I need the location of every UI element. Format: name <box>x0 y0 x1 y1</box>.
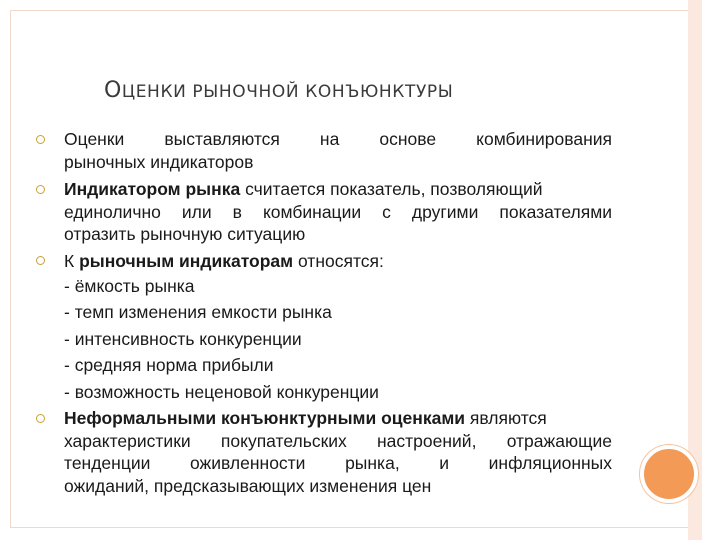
bullet-item-4 <box>36 407 612 497</box>
title-rest: ЦЕНКИ РЫНОЧНОЙ КОНЪЮНКТУРЫ <box>121 82 454 102</box>
indicator-list-item: - средняя норма прибыли <box>64 355 274 375</box>
bullet-2-line-3: отразить рыночную ситуацию <box>64 224 306 244</box>
bullet-item-1 <box>36 128 612 173</box>
bullet-3-bold-term: рыночным индикаторам <box>79 250 294 271</box>
title-first-letter: О <box>104 78 122 103</box>
indicator-list-item: - темп изменения емкости рынка <box>64 302 332 322</box>
bullet-circle-icon <box>36 185 45 194</box>
bullet-circle-icon <box>36 135 45 144</box>
slide-content <box>36 128 612 497</box>
bullet-item-3 <box>36 249 612 406</box>
bullet-circle-icon <box>36 256 45 265</box>
bullet-3-prefix: К <box>64 250 80 271</box>
bullet-1-line-2: рыночных индикаторов <box>64 151 254 172</box>
indicator-list-item: - интенсивность конкуренции <box>64 328 302 349</box>
decorative-orange-circle <box>640 445 698 503</box>
bullet-4-line-1 <box>64 407 612 430</box>
bullet-2-line-2: единолично или в комбинации с другими показателями <box>64 201 612 222</box>
bullet-2-text: считается показатель, позволяющий <box>240 179 543 199</box>
bullet-item-2 <box>36 178 612 246</box>
bullet-4-bold-term: Неформальными конъюнктурными оценками <box>64 408 466 428</box>
bullet-4-text: являются <box>465 408 547 428</box>
indicator-list-item: - возможность неценовой конкуренции <box>64 381 379 402</box>
bullet-4-line-2: характеристики покупательских настроений, отражающие <box>64 430 612 451</box>
bullet-4-line-3: тенденции оживленности рынка, и инфляционных <box>64 453 612 473</box>
indicator-list-item: - ёмкость рынка <box>64 275 195 296</box>
bullet-3-line-1 <box>64 249 612 273</box>
bullet-circle-icon <box>36 414 45 423</box>
slide-title <box>104 78 453 103</box>
bullet-1-line-1: Оценки выставляются на основе комбинирования <box>64 129 612 149</box>
bullet-3-text: относятся: <box>293 250 384 271</box>
bullet-4-line-4: ожиданий, предсказывающих изменения цен <box>64 475 432 496</box>
bullet-2-line-1 <box>64 178 612 201</box>
bullet-2-bold-term: Индикатором рынка <box>64 179 241 199</box>
